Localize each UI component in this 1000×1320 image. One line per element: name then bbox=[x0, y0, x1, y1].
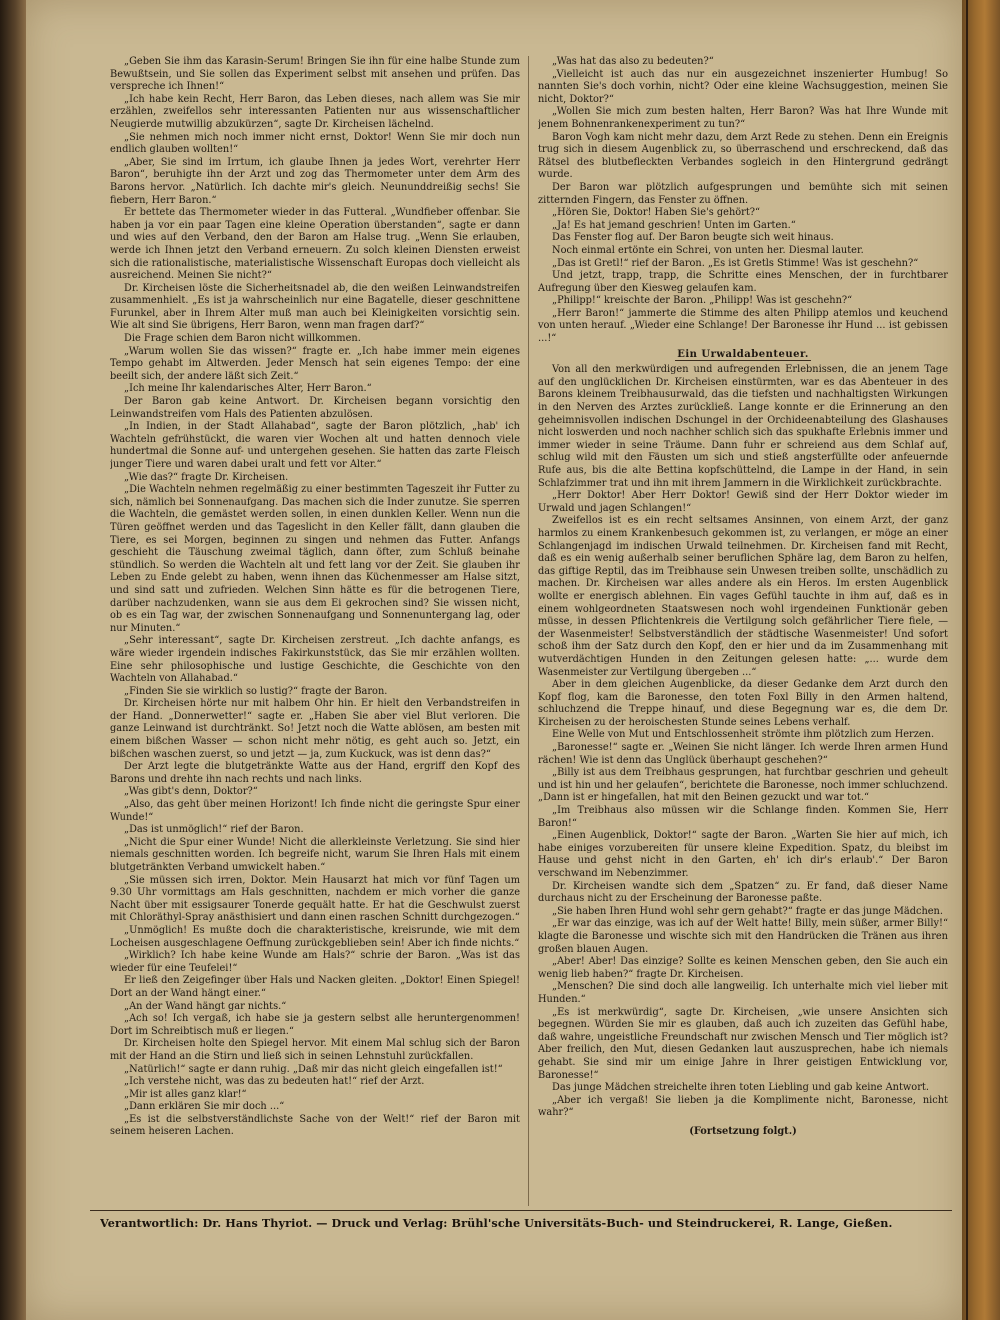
paragraph: „Aber ich vergaß! Sie lieben ja die Komplimente nicht, Baronesse, nicht wahr?“ bbox=[538, 1094, 948, 1119]
paragraph: „Ich habe kein Recht, Herr Baron, das Leben dieses, nach allem was Sie mir erzählen, zweifellos sehr interessanten Patienten nur aus wissenschaftlicher Neugierde mutwillig abzukürzen“, sagte Dr. Kircheisen lächelnd. bbox=[110, 93, 520, 130]
right-column-bottom bbox=[538, 364, 948, 1120]
paragraph: „Herr Baron!“ jammerte die Stimme des alten Philipp atemlos und keuchend von unten herauf. „Wieder eine Schlange! Der Baronesse ihr Hund ... ist gebissen ...!“ bbox=[538, 307, 948, 345]
continued-note: (Fortsetzung folgt.) bbox=[689, 1125, 797, 1137]
paragraph: „An der Wand hängt gar nichts.“ bbox=[124, 1000, 287, 1012]
paragraph: Aber in dem gleichen Augenblicke, da dieser Gedanke dem Arzt durch den Kopf flog, kam die Baronesse, den toten Foxl Billy in den Armen haltend, schluchzend die Treppe hinauf, und diese Begegnung war es, die dem Dr. Kircheisen zu der heroischesten Stunde seines Lebens verhalf. bbox=[538, 679, 948, 728]
paragraph: „In Indien, in der Stadt Allahabad“, sagte der Baron plötzlich, „hab' ich Wachteln gefrühstückt, die waren vier Wochen alt und hatten dennoch viele hundertmal die Sonne auf- und untergehen gesehen. Sie hatten das zarte Fleisch junger Tiere und waren dabei uralt und fett vor Alter.“ bbox=[110, 421, 520, 470]
section-heading bbox=[538, 349, 948, 362]
paragraph: Der Baron gab keine Antwort. Dr. Kircheisen begann vorsichtig den Leinwandstreifen vom Hals des Patienten abzulösen. bbox=[110, 396, 520, 420]
imprint-footer: Verantwortlich: Dr. Hans Thyriot. — Druck und Verlag: Brühl'sche Universitäts-Buch- und Steindruckerei, R. Lange, Gießen. bbox=[100, 1216, 893, 1230]
right-column-top bbox=[538, 56, 948, 346]
paragraph: Die Frage schien dem Baron nicht willkommen. bbox=[124, 333, 361, 345]
paragraph: „Unmöglich! Es mußte doch die charakteristische, kreisrunde, wie mit dem Locheisen ausgeschlagene Oeffnung zurückgeblieben sein! Aber ich finde nichts.“ bbox=[110, 924, 520, 949]
right-column bbox=[538, 56, 948, 1206]
paragraph: „Ich verstehe nicht, was das zu bedeuten hat!“ rief der Arzt. bbox=[124, 1076, 425, 1088]
footer-rule bbox=[90, 1210, 952, 1211]
paragraph: „Das ist unmöglich!“ rief der Baron. bbox=[124, 824, 304, 836]
paragraph: „Er war das einzige, was ich auf der Welt hatte! Billy, mein süßer, armer Billy!“ klagte die Baronesse und wischte sich mit den Handrücken die Tränen aus ihren großen blauen Augen. bbox=[538, 918, 948, 955]
left-column bbox=[110, 56, 520, 1206]
paragraph: „Sie müssen sich irren, Doktor. Mein Hausarzt hat mich vor fünf Tagen um 9.30 Uhr vormittags am Hals geschnitten, nachdem er mich vorher die ganze Nacht über mit essigsaurer Tonerde gequält hatte. Er hat die Geschwulst zuerst mit Chloräthyl-Spray anästhisiert und dann einen raschen Schnitt durchgezogen.“ bbox=[110, 874, 520, 924]
paragraph: „Aber, Sie sind im Irrtum, ich glaube Ihnen ja jedes Wort, verehrter Herr Baron“, beruhigte ihn der Arzt und zog das Thermometer unter dem Arm des Barons hervor. „Natürlich. Ich dachte mir's gleich. Neununddreißig sechs! Sie fiebern, Herr Baron.“ bbox=[110, 156, 520, 206]
paragraph: „Herr Doktor! Aber Herr Doktor! Gewiß sind der Herr Doktor wieder im Urwald und jagen Schlangen!“ bbox=[538, 490, 948, 514]
paragraph: Zweifellos ist es ein recht seltsames Ansinnen, von einem Arzt, der ganz harmlos zu einem Krankenbesuch gekommen ist, zu verlangen, er möge an einer Schlangenjagd im indischen Urwald teilnehmen. Dr. Kircheisen fand mit Recht, daß es ein wenig außerhalb seiner beruflichen Sphäre lag, dem Baron zu helfen, das giftige Reptil, das im Treibhause sein Unwesen treiben sollte, unschädlich zu machen. Dr. Kircheisen war alles andere als ein Heros. Im ersten Augenblick wollte er energisch ablehnen. Ein vages Gefühl tauchte in ihm auf, daß es in einem wohlgeordneten Staatswesen noch wohl irgendeinen Funktionär geben müsse, in dessen Pflichtenkreis die Vertilgung solch gefährlicher Tiere fiele, — der Wasenmeister! Selbstverständlich der städtische Wasenmeister! Und sofort schoß ihm der Satz durch den Kopf, den er hier und da im Zusammenhang mit wutverdächtigen Hunden in den Zeitungen gelesen hatte: „... wurde dem Wasenmeister zur Vertilgung übergeben ...“ bbox=[538, 515, 948, 678]
paragraph: „Also, das geht über meinen Horizont! Ich finde nicht die geringste Spur einer Wunde!“ bbox=[110, 799, 520, 823]
paragraph: „Mir ist alles ganz klar!“ bbox=[124, 1088, 247, 1100]
paragraph: „Das ist Gretl!“ rief der Baron. „Es ist Gretls Stimme! Was ist geschehn?“ bbox=[552, 257, 919, 269]
paragraph: „Warum wollen Sie das wissen?“ fragte er. „Ich habe immer mein eigenes Tempo gehabt im Altwerden. Jeder Mensch hat sein eigenes Tempo: der eine beeilt sich, der andere läßt sich Zeit.“ bbox=[110, 345, 520, 382]
paragraph: „Die Wachteln nehmen regelmäßig zu einer bestimmten Tageszeit ihr Futter zu sich, nämlich bei Sonnenaufgang. Das machen sich die Inder zunutze. Sie sperren die Wachteln, die gemästet werden sollen, in einen dunklen Keller. Wenn nun die Türen geöffnet werden und das Tageslicht in den Keller fällt, dann glauben die Tiere, es sei Morgen, beginnen zu singen und nehmen das Futter. Anfangs geschieht die Täuschung zweimal täglich, dann öfter, zum Schluß beinahe stündlich. So werden die Wachteln alt und fett lang vor der Zeit. Sie glauben ihr Leben zu Ende gelebt zu haben, wenn ihnen das Küchenmesser am Halse sitzt, und sind satt und zufrieden. Welchen Sinn hätte es für die betrogenen Tiere, darüber nachzudenken, wann sie aus dem Ei gekrochen sind? Sie wissen nicht, ob es ein Tag war, der zwischen Sonnenaufgang und Sonnenuntergang lag, oder nur Minuten.“ bbox=[110, 484, 520, 634]
paragraph: „Es ist merkwürdig“, sagte Dr. Kircheisen, „wie unsere Ansichten sich begegnen. Würden Sie mir es glauben, daß auch ich zuzeiten das Gefühl habe, daß wahre, ungeistliche Freundschaft nur zwischen Mensch und Tier möglich ist? Aber freilich, den Mut, diesen Gedanken laut auszusprechen, habe ich niemals gehabt. Sie sind mir um einige Jahre in Ihrer geistigen Entwicklung vor, Baronesse!“ bbox=[538, 1006, 948, 1081]
paragraph: „Wie das?“ fragte Dr. Kircheisen. bbox=[124, 471, 289, 483]
paragraph: „Ja! Es hat jemand geschrien! Unten im Garten.“ bbox=[552, 219, 796, 231]
binding-left-edge bbox=[0, 0, 26, 1320]
paragraph: Noch einmal ertönte ein Schrei, von unten her. Diesmal lauter. bbox=[552, 244, 864, 256]
paragraph: Eine Welle von Mut und Entschlossenheit strömte ihm plötzlich zum Herzen. bbox=[552, 729, 935, 741]
paragraph: „Sehr interessant“, sagte Dr. Kircheisen zerstreut. „Ich dachte anfangs, es wäre wieder irgendein indisches Fakirkunststück, das Sie mir erzählen wollten. Eine sehr philosophische und lustige Geschichte, die Geschichte von den Wachteln von Allahabad.“ bbox=[110, 635, 520, 685]
paragraph: „Natürlich!“ sagte er dann ruhig. „Daß mir das nicht gleich eingefallen ist!“ bbox=[124, 1063, 503, 1075]
paragraph: Das Fenster flog auf. Der Baron beugte sich weit hinaus. bbox=[552, 232, 834, 244]
section-heading-text: Ein Urwaldabenteuer. bbox=[677, 348, 809, 360]
paragraph: „Geben Sie ihm das Karasin-Serum! Bringen Sie ihn für eine halbe Stunde zum Bewußtsein, und Sie sollen das Experiment selbst mit ansehen und prüfen. Das verspreche ich Ihnen!“ bbox=[110, 56, 520, 93]
paragraph: „Nicht die Spur einer Wunde! Nicht die allerkleinste Verletzung. Sie sind hier niemals geschnitten worden. Ich begreife nicht, warum Sie Ihren Hals mit einem blutgetränkten Verband umwickelt haben.“ bbox=[110, 836, 520, 873]
paragraph: „Einen Augenblick, Doktor!“ sagte der Baron. „Warten Sie hier auf mich, ich habe einiges vorzubereiten für unsere kleine Expedition. Spatz, du bleibst im Hause und gehst nicht in den Garten, eh' ich dir's erlaub'.“ Der Baron verschwand im Nebenzimmer. bbox=[538, 830, 948, 879]
paragraph: „Wollen Sie mich zum besten halten, Herr Baron? Was hat Ihre Wunde mit jenem Bohnenrankenexperiment zu tun?“ bbox=[538, 106, 948, 130]
gutter-line bbox=[966, 0, 968, 1320]
paragraph: „Ich meine Ihr kalendarisches Alter, Herr Baron.“ bbox=[124, 383, 372, 395]
paragraph: „Was hat das also zu bedeuten?“ bbox=[552, 56, 714, 67]
paragraph: „Hören Sie, Doktor! Haben Sie's gehört?“ bbox=[552, 207, 761, 219]
paragraph: Dr. Kircheisen wandte sich dem „Spatzen“ zu. Er fand, daß dieser Name durchaus nicht zu der Erscheinung der Baronesse paßte. bbox=[538, 880, 948, 905]
paragraph: Er bettete das Thermometer wieder in das Futteral. „Wundfieber offenbar. Sie haben ja vor ein paar Tagen eine kleine Operation überstanden“, sagte er dann und wies auf den Verband, den der Baron am Halse trug. „Wenn Sie erlauben, werde ich Ihnen jetzt den Verband erneuern. Zu solch kleinen Diensten erweist sich die rationalistische, materialistische Wissenschaft Europas doch vielleicht als ausreichend. Meinen Sie nicht?“ bbox=[110, 207, 520, 282]
paragraph: „Ach so! Ich vergaß, ich habe sie ja gestern selbst alle heruntergenommen! Dort im Schreibtisch muß er liegen.“ bbox=[110, 1013, 520, 1037]
paragraph: Das junge Mädchen streichelte ihren toten Liebling und gab keine Antwort. bbox=[552, 1082, 929, 1094]
paragraph: „Philipp!“ kreischte der Baron. „Philipp! Was ist geschehn?“ bbox=[552, 295, 853, 307]
paragraph: Der Baron war plötzlich aufgesprungen und bemühte sich mit seinen zitternden Fingern, das Fenster zu öffnen. bbox=[538, 181, 948, 206]
paragraph: Dr. Kircheisen löste die Sicherheitsnadel ab, die den weißen Leinwandstreifen zusammenhielt. „Es ist ja wahrscheinlich nur eine Bagatelle, dieser geschnittene Furunkel, aber in Ihrem Alter muß man auch bei Kleinigkeiten vorsichtig sein. Wie alt sind Sie übrigens, Herr Baron, wenn man fragen darf?“ bbox=[110, 282, 520, 332]
paragraph: „Billy ist aus dem Treibhaus gesprungen, hat furchtbar geschrien und geheult und ist hin und her gelaufen“, berichtete die Baronesse, noch immer schluchzend. „Dann ist er hingefallen, hat mit den Beinen gezuckt und war tot.“ bbox=[538, 767, 948, 804]
paragraph: „Es ist die selbstverständlichste Sache von der Welt!“ rief der Baron mit seinem heiseren Lachen. bbox=[110, 1113, 520, 1138]
paragraph: „Aber! Aber! Das einzige? Sollte es keinen Menschen geben, den Sie auch ein wenig lieb haben?“ fragte Dr. Kircheisen. bbox=[538, 956, 948, 980]
paragraph: „Vielleicht ist auch das nur ein ausgezeichnet inszenierter Humbug! So nannten Sie's doch vorhin, nicht? Oder eine kleine Wachsuggestion, meinen Sie nicht, Doktor?“ bbox=[538, 68, 948, 105]
paragraph: Von all den merkwürdigen und aufregenden Erlebnissen, die an jenem Tage auf den unglücklichen Dr. Kircheisen einstürmten, war es das Abenteuer in des Barons kleinem Treibhausurwald, das die tiefsten und nachhaltigsten Wirkungen in den Nerven des Arztes zurückließ. Lange konnte er die Erinnerung an den geheimnisvollen indischen Dschungel in der Orchideenabteilung des Glashauses nicht loswerden und noch nachher schlich sich das spukhafte Erlebnis immer und immer wieder in seine Träume. Dann fuhr er schreiend aus dem Schlaf auf, schlug wild mit den Fäusten um sich und stieß angsterfüllte oder anfeuernde Rufe aus, bis die alte Bettina kopfschüttelnd, die Lampe in der Hand, in sein Schlafzimmer trat und ihn mit ihrem Jammern in die Wirklichkeit zurückbrachte. bbox=[538, 364, 948, 489]
paragraph: „Sie haben Ihren Hund wohl sehr gern gehabt?“ fragte er das junge Mädchen. bbox=[552, 905, 943, 917]
paragraph: „Baronesse!“ sagte er. „Weinen Sie nicht länger. Ich werde Ihren armen Hund rächen! Wie ist denn das Unglück überhaupt geschehen?“ bbox=[538, 742, 948, 766]
paragraph: Baron Vogh kam nicht mehr dazu, dem Arzt Rede zu stehen. Denn ein Ereignis trug sich in diesem Augenblick zu, so überraschend und erschreckend, daß das Rätsel des blutbefleckten Verbandes sogleich in den Hintergrund gedrängt wurde. bbox=[538, 131, 948, 181]
paragraph: Und jetzt, trapp, trapp, die Schritte eines Menschen, der in furchtbarer Aufregung über den Kiesweg gelaufen kam. bbox=[538, 270, 948, 294]
paragraph: Dr. Kircheisen hörte nur mit halbem Ohr hin. Er hielt den Verbandstreifen in der Hand. „Donnerwetter!“ sagte er. „Haben Sie aber viel Blut verloren. Die ganze Leinwand ist durchtränkt. So! Jetzt noch die Watte ablösen, am besten mit einem bißchen Wasser — schon nicht mehr nötig, es geht auch so. Jetzt, ein bißchen waschen zuerst, so und jetzt — ja, zum Kuckuck, was ist denn das?“ bbox=[110, 698, 520, 760]
paragraph: „Sie nehmen mich noch immer nicht ernst, Doktor! Wenn Sie mir doch nun endlich glauben wollten!“ bbox=[110, 131, 520, 156]
paragraph: Dr. Kircheisen holte den Spiegel hervor. Mit einem Mal schlug sich der Baron mit der Hand an die Stirn und ließ sich in seinen Lehnstuhl zurückfallen. bbox=[110, 1038, 520, 1062]
paragraph: „Was gibt's denn, Doktor?“ bbox=[124, 786, 258, 798]
paragraph: „Dann erklären Sie mir doch ...“ bbox=[124, 1101, 285, 1113]
paragraph: „Wirklich? Ich habe keine Wunde am Hals?“ schrie der Baron. „Was ist das wieder für eine Teufelei!“ bbox=[110, 950, 520, 974]
paragraph: Er ließ den Zeigefinger über Hals und Nacken gleiten. „Doktor! Einen Spiegel! Dort an der Wand hängt einer.“ bbox=[110, 975, 520, 999]
column-divider bbox=[528, 56, 529, 1206]
paragraph: „Im Treibhaus also müssen wir die Schlange finden. Kommen Sie, Herr Baron!“ bbox=[538, 805, 948, 829]
article-columns bbox=[110, 56, 950, 1206]
paragraph: „Finden Sie sie wirklich so lustig?“ fragte der Baron. bbox=[124, 685, 388, 697]
paragraph: Der Arzt legte die blutgetränkte Watte aus der Hand, ergriff den Kopf des Barons und drehte ihn nach rechts und nach links. bbox=[110, 761, 520, 785]
paragraph: „Menschen? Die sind doch alle langweilig. Ich unterhalte mich viel lieber mit Hunden.“ bbox=[538, 981, 948, 1005]
